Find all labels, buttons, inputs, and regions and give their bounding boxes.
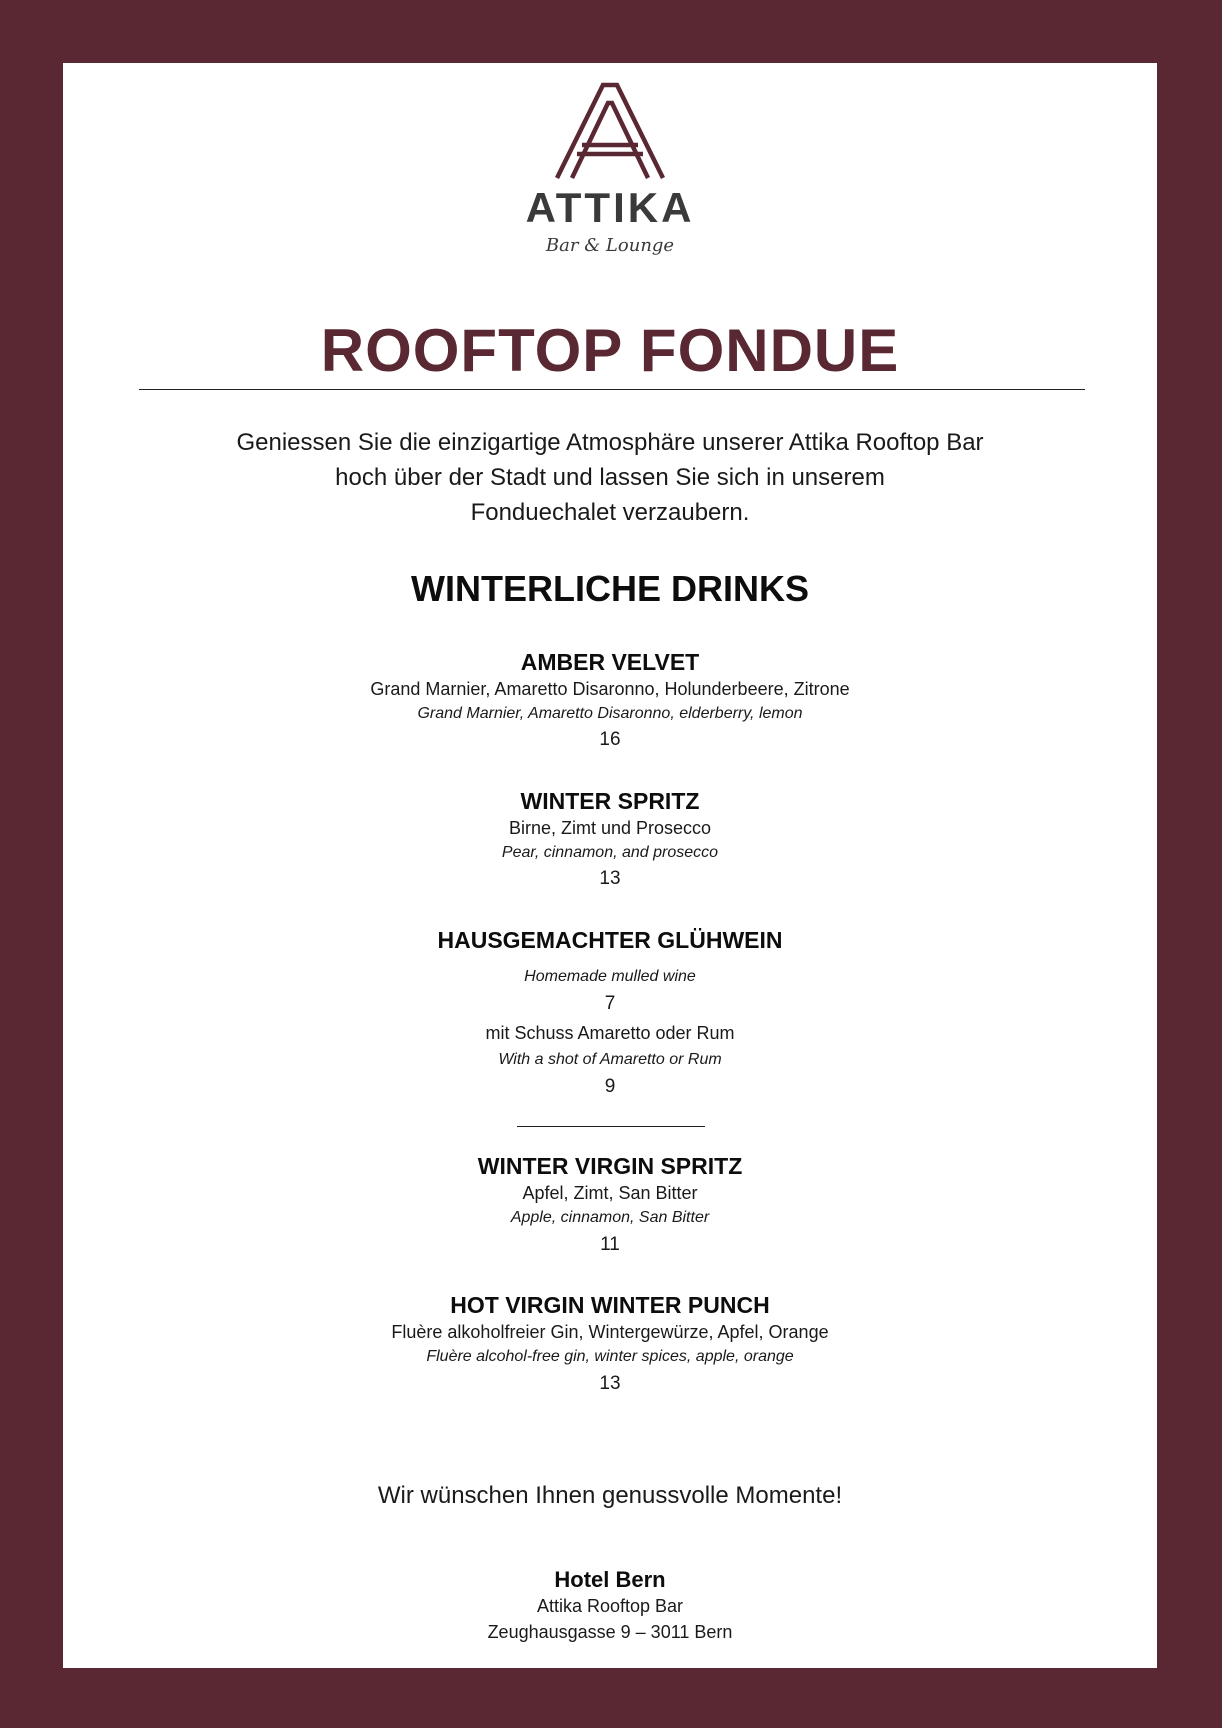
drink-description-en: Pear, cinnamon, and prosecco: [501, 844, 719, 861]
page-title: ROOFTOP FONDUE: [320, 317, 900, 384]
drink-description-en: Fluère alcohol-free gin, winter spices, apple, orange: [426, 1348, 794, 1365]
menu-page: [63, 63, 1157, 1668]
drink-description-de: Apfel, Zimt, San Bitter: [522, 1183, 698, 1203]
brand-name: ATTIKA: [525, 184, 695, 231]
drink-price: 16: [599, 729, 621, 750]
drink-extra-price: 9: [604, 1076, 616, 1097]
footer-address: Zeughausgasse 9 – 3011 Bern: [487, 1622, 733, 1642]
attika-logo: [63, 82, 1157, 182]
intro-text: [143, 425, 1077, 530]
intro-line: Geniessen Sie die einzigartige Atmosphäre unserer Attika Rooftop Bar: [236, 429, 984, 456]
drink-price: 13: [599, 1373, 621, 1394]
drink-description-de: Grand Marnier, Amaretto Disaronno, Holunderbeere, Zitrone: [370, 679, 850, 699]
footer-bar: Attika Rooftop Bar: [536, 1596, 684, 1616]
footer-hotel: Hotel Bern: [554, 1567, 666, 1592]
drink-extra-de: mit Schuss Amaretto oder Rum: [485, 1023, 735, 1043]
drink-price: 7: [604, 993, 616, 1014]
drink-name: WINTER VIRGIN SPRITZ: [477, 1153, 743, 1179]
brand-subtitle: Bar & Lounge: [545, 235, 675, 256]
title-divider: [139, 389, 1085, 390]
drink-price: 13: [599, 868, 621, 889]
drink-name: AMBER VELVET: [520, 649, 700, 675]
drink-name: HOT VIRGIN WINTER PUNCH: [450, 1292, 770, 1318]
drink-description-de: Birne, Zimt und Prosecco: [508, 818, 712, 838]
section-divider: [517, 1126, 705, 1127]
intro-line: hoch über der Stadt und lassen Sie sich in unserem: [335, 464, 885, 491]
attika-a-monogram-icon: [555, 82, 665, 182]
closing-text: Wir wünschen Ihnen genussvolle Momente!: [377, 1482, 843, 1509]
drink-description-en: Grand Marnier, Amaretto Disaronno, elderberry, lemon: [417, 705, 803, 722]
section-title: WINTERLICHE DRINKS: [411, 568, 809, 609]
drink-description-en: Homemade mulled wine: [524, 968, 696, 985]
drink-extra-en: With a shot of Amaretto or Rum: [498, 1051, 722, 1068]
drink-name: HAUSGEMACHTER GLÜHWEIN: [437, 927, 783, 953]
drink-description-de: Fluère alkoholfreier Gin, Wintergewürze, Apfel, Orange: [391, 1322, 829, 1342]
drink-name: WINTER SPRITZ: [520, 788, 700, 814]
intro-line: Fonduechalet verzaubern.: [470, 499, 750, 526]
drink-price: 11: [600, 1234, 620, 1255]
drink-description-en: Apple, cinnamon, San Bitter: [510, 1209, 710, 1226]
